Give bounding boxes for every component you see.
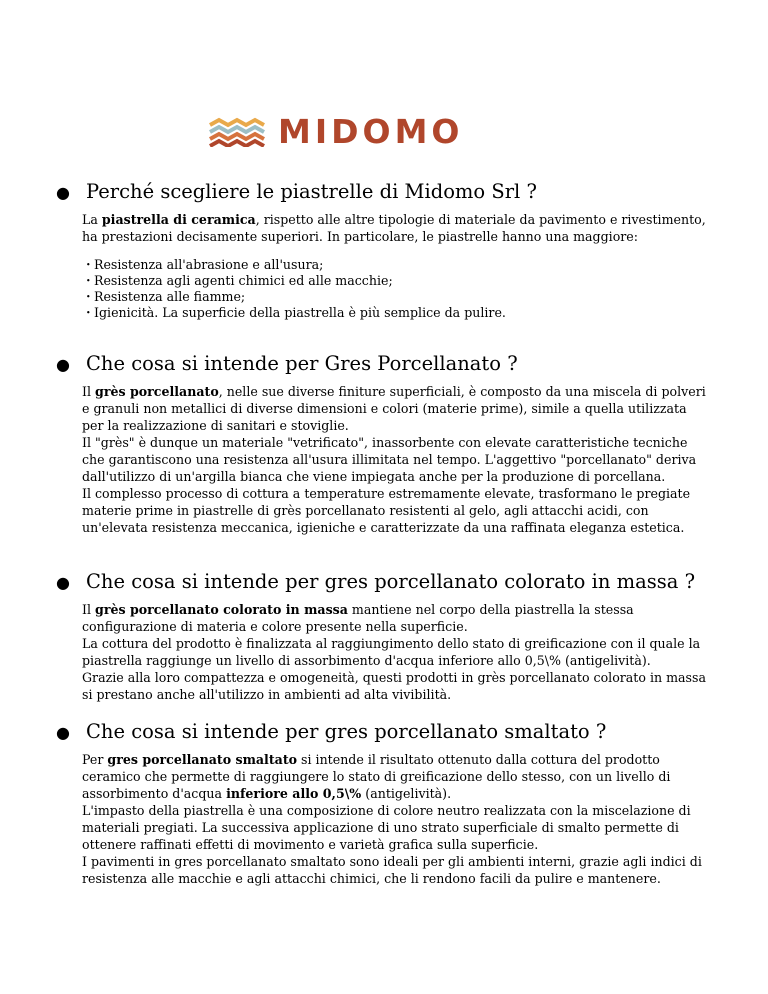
logo-wordmark: MIDOMO xyxy=(278,112,464,151)
paragraph: I pavimenti in gres porcellanato smaltato sono ideali per gli ambienti interni, grazie agli indici di resistenza alle macchie e agli attacchi chimici, che li rendono facili da pulire e mantenere. xyxy=(82,854,702,886)
section-body xyxy=(82,751,712,887)
section-body xyxy=(82,211,712,321)
keyword: piastrella di ceramica xyxy=(101,212,256,227)
list-item: ・ Resistenza alle fiamme; xyxy=(82,289,246,304)
section-heading xyxy=(52,720,712,745)
keyword: inferiore allo 0,5\% xyxy=(226,786,362,801)
section-heading-text: Che cosa si intende per Gres Porcellanato ? xyxy=(86,352,518,375)
keyword: gres porcellanato smaltato xyxy=(107,752,298,767)
section-heading-text: Che cosa si intende per gres porcellanato colorato in massa ? xyxy=(86,570,696,593)
section-body xyxy=(82,601,712,703)
midomo-logo xyxy=(208,112,463,152)
paragraph: La piastrella di ceramica, rispetto alle altre tipologie di materiale da pavimento e rivestimento, ha prestazioni decisamente superiori. In particolare, le piastrelle hanno una maggiore: xyxy=(82,212,706,244)
bullet-icon: ● xyxy=(56,723,70,742)
section-why-midomo xyxy=(52,180,712,321)
section-heading xyxy=(52,180,712,205)
paragraph: Per gres porcellanato smaltato si intende il risultato ottenuto dalla cottura del prodotto ceramico che permette di raggiungere lo stato di greificazione dello stesso, con un livello di assorbimento d'acqua inferiore allo 0,5\% (antigelività). xyxy=(82,752,671,801)
paragraph: L'impasto della piastrella è una composizione di colore neutro realizzata con la miscelazione di materiali pregiati. La successiva applicazione di uno strato superficiale di smalto permette di ottenere raffinati effetti di movimento e varietà grafica sulla superficie. xyxy=(82,803,691,852)
keyword: grès porcellanato colorato in massa xyxy=(95,602,348,617)
bullet-icon: ・ xyxy=(82,289,95,304)
section-smaltato xyxy=(52,720,712,887)
waves-logo-icon xyxy=(208,117,266,147)
section-body xyxy=(82,383,712,536)
list-item: ・ Resistenza all'abrasione e all'usura; xyxy=(82,257,324,272)
section-heading xyxy=(52,570,712,595)
keyword: grès porcellanato xyxy=(95,384,219,399)
bullet-icon: ● xyxy=(56,573,70,592)
list-item: ・ Resistenza agli agenti chimici ed alle macchie; xyxy=(82,273,393,288)
paragraph: Il "grès" è dunque un materiale "vetrificato", inassorbente con elevate caratteristiche tecniche che garantiscono una resistenza all'usura illimitata nel tempo. L'aggettivo "porcellanato" deriva dall'utilizzo di un'argilla bianca che viene impiegata anche per la produzione di porcellana. xyxy=(82,435,697,484)
section-heading-text: Perché scegliere le piastrelle di Midomo Srl ? xyxy=(86,180,537,203)
section-heading-text: Che cosa si intende per gres porcellanato smaltato ? xyxy=(86,720,607,743)
paragraph: Il complesso processo di cottura a temperature estremamente elevate, trasformano le pregiate materie prime in piastrelle di grès porcellanato resistenti al gelo, agli attacchi acidi, con un'elevata resistenza meccanica, igieniche e caratterizzate da una raffinata eleganza estetica. xyxy=(82,486,691,535)
paragraph: Il grès porcellanato colorato in massa mantiene nel corpo della piastrella la stessa configurazione di materia e colore presente nella superficie. xyxy=(82,602,634,634)
bullet-icon: ● xyxy=(56,183,70,202)
paragraph: Il grès porcellanato, nelle sue diverse finiture superficiali, è composto da una miscela di polveri e granuli non metallici di diverse dimensioni e colori (materie prime), simile a quella utilizzata per la realizzazione di sanitari e stoviglie. xyxy=(82,384,706,433)
bullet-icon: ・ xyxy=(82,257,95,272)
section-gres-porcellanato xyxy=(52,352,712,536)
bullet-icon: ・ xyxy=(82,273,95,288)
paragraph: Grazie alla loro compattezza e omogeneità, questi prodotti in grès porcellanato colorato in massa si prestano anche all'utilizzo in ambienti ad alta vivibilità. xyxy=(82,670,706,702)
list-item: ・ Igienicità. La superficie della piastrella è più semplice da pulire. xyxy=(82,305,506,320)
bullet-icon: ● xyxy=(56,355,70,374)
bullet-icon: ・ xyxy=(82,305,95,320)
paragraph: La cottura del prodotto è finalizzata al raggiungimento dello stato di greificazione con il quale la piastrella raggiunge un livello di assorbimento d'acqua inferiore allo 0,5\% (antigelività). xyxy=(82,636,701,668)
features-list xyxy=(82,257,712,321)
section-colorato-in-massa xyxy=(52,570,712,703)
section-heading xyxy=(52,352,712,377)
